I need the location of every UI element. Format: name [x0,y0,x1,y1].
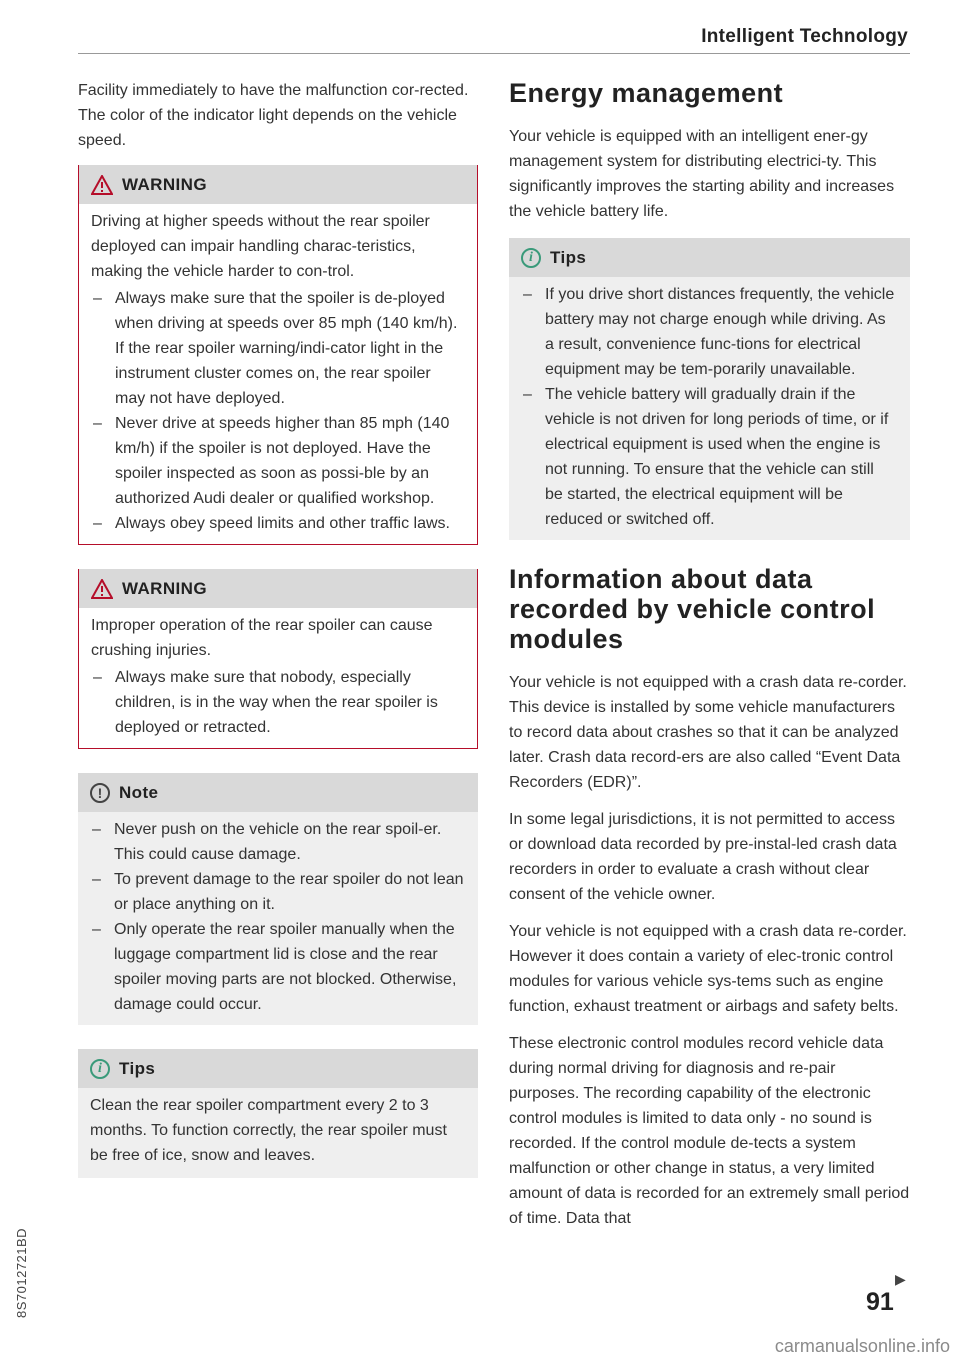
warning-triangle-icon [91,175,113,195]
warning-header [79,569,477,608]
tips-body [78,1088,478,1178]
right-column [509,78,910,1243]
tips-list [521,282,896,532]
data-paragraph-1: Your vehicle is not equipped with a crash data re-corder. This device is installed by some vehicle manufacturers to record data about crashes so that it can be analyzed later. Crash data record-ers are also called “Event Data Recorders (EDR)”. [509,674,907,791]
list-item: – Always make sure that the spoiler is de-ployed when driving at speeds over 85 mph (140 km/h). If the rear spoiler warning/indi-cator light in the instrument cluster comes on, the rear spoiler may not have deployed. [91,286,463,411]
page-number: 91 [866,1288,894,1316]
continue-arrow-icon: ▶ [895,1271,906,1287]
list-item: – Always make sure that nobody, especially children, is in the way when the rear spoiler is deployed or retracted. [91,665,463,740]
data-paragraph-3: Your vehicle is not equipped with a crash data re-corder. However it does contain a variety of elec-tronic control modules for various vehicle sys-tems such as engine function, exhaust treatment or airbags and safety belts. [509,923,907,1015]
note-box [78,773,478,1025]
section-heading-data: Information about data recorded by vehicle control modules [509,564,876,654]
tips-header [78,1049,478,1088]
tips-body [509,277,910,540]
warning-label: WARNING [122,174,207,194]
warning-triangle-icon [91,579,113,599]
list-item: – The vehicle battery will gradually drain if the vehicle is not driven for long periods of time, or if electrical equipment is used when the engine is not running. To ensure that the vehicle can still be started, the electrical equipment will be reduced or switched off. [521,382,896,532]
warning-list [91,665,463,740]
energy-paragraph: Your vehicle is equipped with an intelligent ener-gy management system for distributing electrici-ty. This significantly improves the starting ability and increases the vehicle battery life. [509,128,895,220]
note-header [78,773,478,812]
warning-label: WARNING [122,578,207,598]
tips-label: Tips [119,1058,156,1078]
note-body [78,812,478,1025]
list-item: – To prevent damage to the rear spoiler do not lean or place anything on it. [90,867,464,917]
tips-header [509,238,910,277]
intro-paragraph: Facility immediately to have the malfunction cor-rected. The color of the indicator light depends on the vehicle speed. [78,82,469,149]
warning-header [79,165,477,204]
data-paragraph-2: In some legal jurisdictions, it is not permitted to access or download data recorded by pre-instal-led crash data recorders in order to evaluate a crash without clear consent of the vehicle owner. [509,811,897,903]
list-item: – Never drive at speeds higher than 85 mph (140 km/h) if the spoiler is not deployed. Have the spoiler inspected as soon as possi-ble by an authorized Audi dealer or qualified workshop. [91,411,463,511]
tips-label: Tips [550,247,587,267]
note-label: Note [119,782,159,802]
info-icon: i [521,248,541,268]
left-column [78,78,478,1202]
watermark: carmanualsonline.info [774,1336,950,1356]
data-paragraph-4: These electronic control modules record vehicle data during normal driving for diagnosis and re-pair purposes. The recording capability of the electronic control modules is limited to data only - no sound is recorded. If the control module de-tects a system malfunction or other change in status, a very limited amount of data is recorded for an extremely small period of time. Data that [509,1035,910,1227]
warning-text: Improper operation of the rear spoiler can cause crushing injuries. [91,617,433,659]
warning-list [91,286,463,536]
note-list [90,817,464,1017]
list-item: – If you drive short distances frequently, the vehicle battery may not charge enough while driving. As a result, convenience func-tions for electrical equipment may be tem-porarily unavailable. [521,282,896,382]
warning-text: Driving at higher speeds without the rear spoiler deployed can impair handling charac-teristics, making the vehicle harder to con-trol. [91,213,430,280]
list-item: – Only operate the rear spoiler manually when the luggage compartment lid is close and the rear spoiler moving parts are not blocked. Otherwise, damage could occur. [90,917,464,1017]
page-header-title: Intelligent Technology [701,26,908,47]
section-heading-energy: Energy management [509,78,784,108]
info-icon: i [90,1059,110,1079]
warning-box-2 [78,569,478,749]
list-item: – Never push on the vehicle on the rear spoil-er. This could cause damage. [90,817,464,867]
exclamation-icon: ! [90,783,110,803]
tips-text: Clean the rear spoiler compartment every 2 to 3 months. To function correctly, the rear spoiler must be free of ice, snow and leaves. [90,1097,447,1164]
header-rule [78,53,910,54]
tips-box-right [509,238,910,540]
warning-body [79,608,477,748]
tips-box-left [78,1049,478,1178]
warning-box-1 [78,165,478,545]
document-code: 8S7012721BD [14,1227,29,1318]
warning-body [79,204,477,544]
list-item: – Always obey speed limits and other traffic laws. [91,511,463,536]
